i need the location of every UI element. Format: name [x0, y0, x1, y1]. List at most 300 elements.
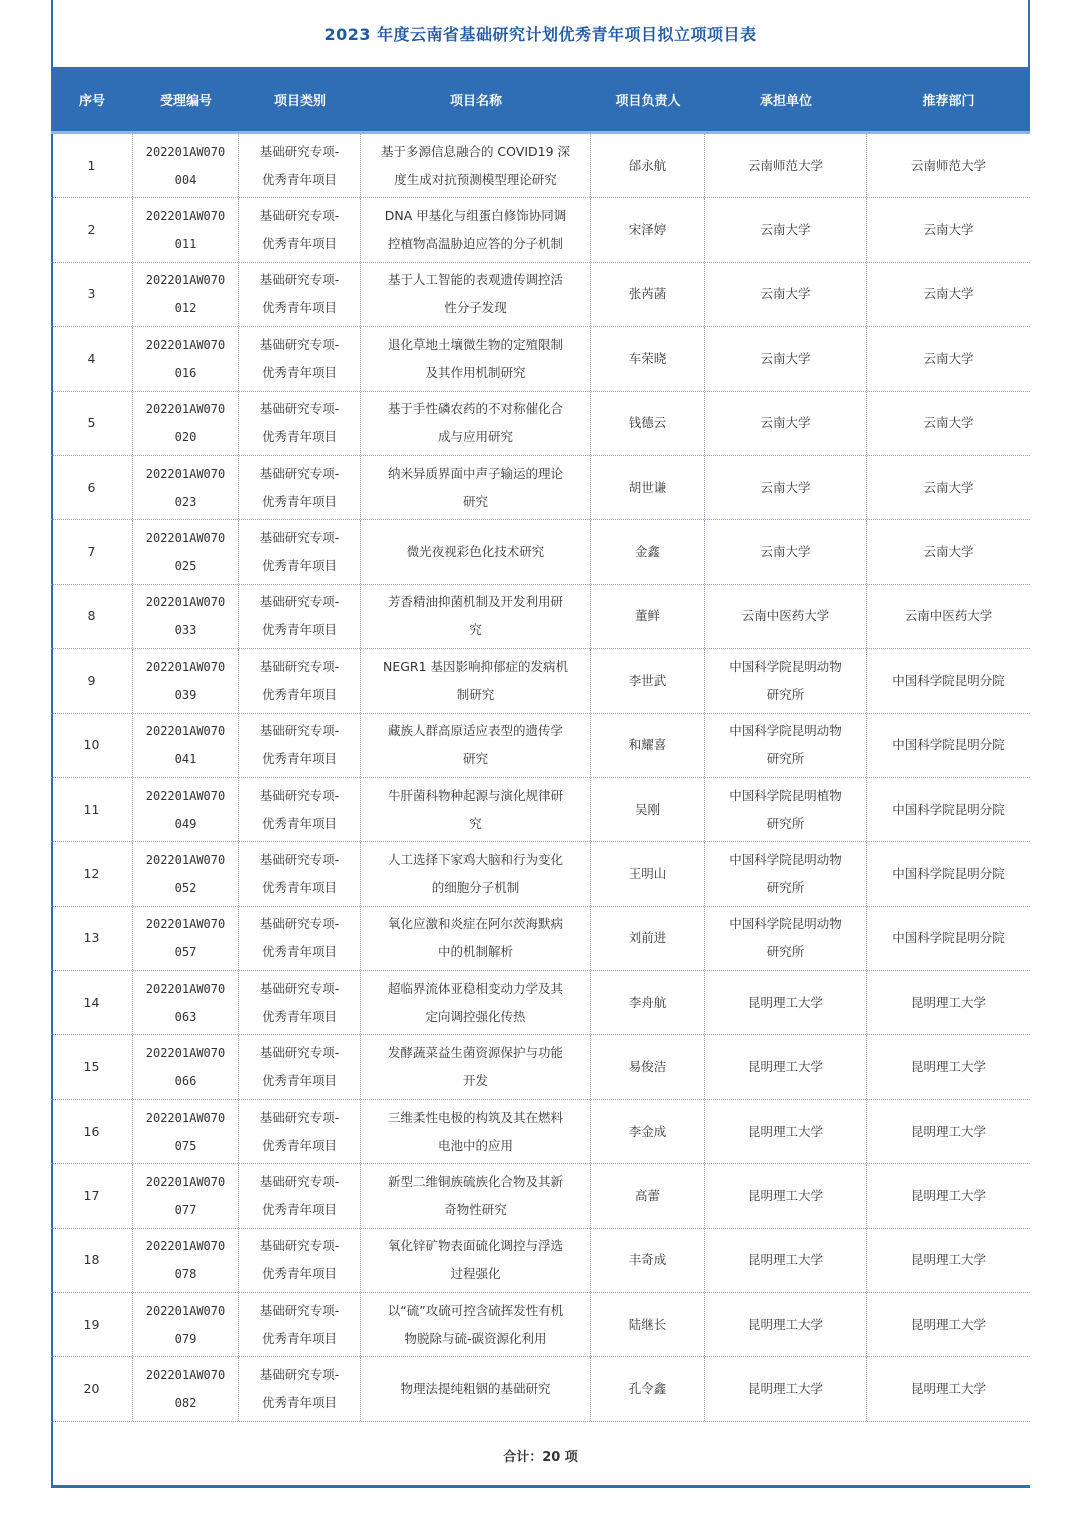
cell-project-name [361, 134, 591, 197]
cell-category-line: 基础研究专项- [259, 1302, 340, 1318]
cell-no [51, 649, 133, 712]
cell-department [867, 392, 1030, 455]
cell-category-line: 优秀青年项目 [261, 1137, 337, 1153]
cell-unit [705, 714, 867, 777]
cell-leader-line: 董鲜 [634, 608, 660, 624]
cell-project-name-line: 基于手性磷农药的不对称催化合 [387, 401, 563, 417]
cell-category [239, 134, 361, 197]
cell-category-line: 基础研究专项- [259, 336, 340, 352]
cell-category-line: 基础研究专项- [259, 594, 340, 610]
cell-leader-line: 胡世谦 [628, 479, 667, 495]
cell-category-line: 基础研究专项- [259, 208, 340, 224]
cell-project-name [361, 778, 591, 841]
header-department: 推荐部门 [922, 93, 975, 109]
cell-project-name [361, 1293, 591, 1356]
cell-project-name-line: 人工选择下家鸡大脑和行为变化 [387, 851, 563, 867]
table-row [51, 649, 1030, 713]
cell-department-line: 昆明理工大学 [910, 1059, 986, 1075]
cell-project-name-line: 藏族人群高原适应表型的遗传学 [387, 723, 563, 739]
cell-unit-line: 中国科学院昆明动物 [729, 851, 842, 867]
cell-leader [591, 1293, 705, 1356]
cell-department-line: 云南大学 [923, 544, 974, 560]
cell-leader-line: 金鑫 [634, 544, 660, 560]
cell-no-line: 15 [83, 1059, 100, 1075]
table-row [51, 714, 1030, 778]
cell-code-line: 049 [174, 816, 197, 831]
cell-code-line: 066 [174, 1074, 197, 1089]
cell-no [51, 134, 133, 197]
cell-code-line: 202201AW070 [145, 917, 226, 932]
cell-unit-line: 昆明理工大学 [747, 1123, 823, 1139]
cell-department [867, 1035, 1030, 1098]
cell-leader-line: 高蕾 [634, 1187, 660, 1203]
cell-code-line: 202201AW070 [145, 1239, 226, 1254]
table-row [51, 392, 1030, 456]
table-row [51, 134, 1030, 198]
cell-project-name-line: 超临界流体亚稳相变动力学及其 [387, 980, 563, 996]
cell-unit-line: 云南大学 [760, 479, 811, 495]
cell-code-line: 202201AW070 [145, 273, 226, 288]
cell-project-name-line: 牛肝菌科物种起源与演化规律研 [387, 787, 563, 803]
table-header [51, 67, 1030, 134]
cell-code [133, 1357, 239, 1420]
cell-project-name-line: 中的机制解析 [437, 944, 513, 960]
cell-category-line: 优秀青年项目 [261, 1073, 337, 1089]
table-row [51, 1035, 1030, 1099]
cell-unit [705, 1357, 867, 1420]
cell-category-line: 基础研究专项- [259, 1173, 340, 1189]
cell-code-line: 011 [174, 237, 197, 252]
cell-project-name [361, 520, 591, 583]
cell-department [867, 842, 1030, 905]
cell-unit [705, 1229, 867, 1292]
cell-project-name-line: 基于人工智能的表观遗传调控活 [387, 272, 563, 288]
cell-code-line: 202201AW070 [145, 402, 226, 417]
cell-no [51, 1100, 133, 1163]
cell-category-line: 基础研究专项- [259, 143, 340, 159]
cell-leader [591, 907, 705, 970]
cell-unit-line: 昆明理工大学 [747, 1381, 823, 1397]
table-body [51, 134, 1030, 1422]
header-leader: 项目负责人 [615, 93, 681, 109]
page-title: 2023 年度云南省基础研究计划优秀青年项目拟立项项目表 [324, 25, 757, 44]
cell-unit [705, 585, 867, 648]
cell-project-name-line: 性分子发现 [444, 300, 507, 316]
cell-no [51, 842, 133, 905]
cell-leader [591, 456, 705, 519]
cell-no-line: 18 [83, 1252, 100, 1268]
cell-unit-line: 研究所 [766, 944, 805, 960]
cell-code-line: 075 [174, 1138, 197, 1153]
cell-leader-line: 丰奇成 [628, 1252, 667, 1268]
cell-unit [705, 1035, 867, 1098]
cell-project-name-line: 以“硫”攻硫可控含硫挥发性有机 [387, 1302, 564, 1318]
cell-department-line: 云南大学 [923, 286, 974, 302]
cell-department-line: 昆明理工大学 [910, 1316, 986, 1332]
cell-code [133, 392, 239, 455]
cell-no [51, 1357, 133, 1420]
cell-project-name [361, 1100, 591, 1163]
cell-project-name-line: 基于多源信息融合的 COVID19 深 [380, 143, 571, 159]
cell-project-name-line: 纳米异质界面中声子输运的理论 [387, 465, 563, 481]
cell-leader-line: 和耀喜 [628, 737, 667, 753]
header-unit: 承担单位 [759, 93, 812, 109]
cell-code-line: 202201AW070 [145, 1110, 226, 1125]
cell-category-line: 基础研究专项- [259, 1367, 340, 1383]
table-row [51, 198, 1030, 262]
cell-category-line: 基础研究专项- [259, 980, 340, 996]
table-row [51, 1357, 1030, 1421]
cell-category-line: 优秀青年项目 [261, 300, 337, 316]
cell-project-name [361, 1035, 591, 1098]
cell-code [133, 778, 239, 841]
cell-code-line: 057 [174, 945, 197, 960]
cell-project-name [361, 1164, 591, 1227]
cell-department [867, 134, 1030, 197]
cell-no-line: 14 [83, 994, 100, 1010]
cell-leader [591, 1229, 705, 1292]
cell-project-name-line: 物理法提纯粗铟的基础研究 [400, 1381, 551, 1397]
cell-project-name [361, 842, 591, 905]
cell-department [867, 971, 1030, 1034]
cell-project-name-line: 三维柔性电极的构筑及其在燃料 [387, 1109, 563, 1125]
cell-project-name [361, 456, 591, 519]
cell-code-line: 077 [174, 1202, 197, 1217]
cell-code-line: 052 [174, 880, 197, 895]
cell-project-name-line: 电池中的应用 [437, 1137, 513, 1153]
cell-category [239, 842, 361, 905]
cell-category [239, 907, 361, 970]
cell-department [867, 649, 1030, 712]
total-count: 合计：20 项 [503, 1449, 578, 1465]
cell-leader [591, 520, 705, 583]
cell-department-line: 云南中医药大学 [904, 608, 993, 624]
cell-department-line: 昆明理工大学 [910, 1123, 986, 1139]
cell-leader [591, 714, 705, 777]
table-row [51, 778, 1030, 842]
cell-department [867, 714, 1030, 777]
cell-code [133, 649, 239, 712]
cell-unit-line: 云南大学 [760, 222, 811, 238]
cell-leader-line: 孔令鑫 [628, 1381, 667, 1397]
cell-code [133, 1100, 239, 1163]
table-row [51, 1100, 1030, 1164]
cell-code [133, 907, 239, 970]
cell-department [867, 1357, 1030, 1420]
cell-category-line: 基础研究专项- [259, 1109, 340, 1125]
cell-no-line: 10 [83, 737, 100, 753]
cell-leader [591, 1100, 705, 1163]
cell-department [867, 198, 1030, 261]
cell-code [133, 971, 239, 1034]
cell-leader [591, 971, 705, 1034]
cell-leader-line: 易俊洁 [628, 1059, 667, 1075]
cell-code-line: 063 [174, 1009, 197, 1024]
cell-code-line: 202201AW070 [145, 209, 226, 224]
cell-category-line: 优秀青年项目 [261, 1395, 337, 1411]
cell-project-name-line: NEGR1 基因影响抑郁症的发病机 [382, 658, 569, 674]
cell-unit-line: 云南大学 [760, 415, 811, 431]
cell-category-line: 基础研究专项- [259, 916, 340, 932]
cell-leader [591, 1357, 705, 1420]
cell-leader-line: 宋泽婷 [628, 222, 667, 238]
cell-no-line: 2 [87, 222, 96, 238]
cell-code [133, 327, 239, 390]
cell-category-line: 优秀青年项目 [261, 1201, 337, 1217]
cell-no-line: 16 [83, 1123, 100, 1139]
cell-leader-line: 钱德云 [628, 415, 667, 431]
cell-code-line: 079 [174, 1331, 197, 1346]
table-row [51, 971, 1030, 1035]
cell-no-line: 1 [87, 157, 96, 173]
cell-category-line: 优秀青年项目 [261, 558, 337, 574]
cell-category-line: 优秀青年项目 [261, 1266, 337, 1282]
cell-no [51, 520, 133, 583]
cell-code-line: 202201AW070 [145, 1174, 226, 1189]
cell-department [867, 456, 1030, 519]
cell-project-name-line: 开发 [462, 1073, 488, 1089]
cell-category-line: 优秀青年项目 [261, 815, 337, 831]
cell-no [51, 1164, 133, 1227]
cell-department-line: 云南师范大学 [910, 157, 986, 173]
cell-department [867, 907, 1030, 970]
cell-code-line: 202201AW070 [145, 466, 226, 481]
cell-code [133, 520, 239, 583]
cell-unit [705, 842, 867, 905]
cell-code-line: 202201AW070 [145, 337, 226, 352]
cell-leader [591, 649, 705, 712]
cell-leader-line: 张芮菡 [628, 286, 667, 302]
cell-code-line: 039 [174, 687, 197, 702]
cell-unit-line: 昆明理工大学 [747, 994, 823, 1010]
cell-project-name [361, 392, 591, 455]
cell-category-line: 基础研究专项- [259, 851, 340, 867]
cell-project-name-line: 度生成对抗预测模型理论研究 [394, 171, 557, 187]
table-row [51, 907, 1030, 971]
cell-leader [591, 1035, 705, 1098]
cell-category-line: 基础研究专项- [259, 1238, 340, 1254]
cell-unit-line: 昆明理工大学 [747, 1252, 823, 1268]
cell-category [239, 520, 361, 583]
cell-category-line: 基础研究专项- [259, 787, 340, 803]
cell-category-line: 优秀青年项目 [261, 1330, 337, 1346]
cell-department [867, 1100, 1030, 1163]
cell-category [239, 392, 361, 455]
cell-project-name-line: 新型二维铜族硫族化合物及其新 [387, 1173, 563, 1189]
cell-category-line: 基础研究专项- [259, 1045, 340, 1061]
cell-category [239, 1100, 361, 1163]
cell-department [867, 1229, 1030, 1292]
table-row [51, 1164, 1030, 1228]
cell-unit-line: 昆明理工大学 [747, 1187, 823, 1203]
cell-category-line: 基础研究专项- [259, 723, 340, 739]
cell-leader [591, 778, 705, 841]
cell-leader-line: 王明山 [628, 865, 667, 881]
cell-leader [591, 585, 705, 648]
cell-no [51, 392, 133, 455]
cell-project-name-line: 过程强化 [450, 1266, 501, 1282]
cell-unit [705, 907, 867, 970]
cell-no-line: 6 [87, 479, 96, 495]
cell-code-line: 202201AW070 [145, 1046, 226, 1061]
cell-unit [705, 392, 867, 455]
cell-no [51, 263, 133, 326]
cell-no-line: 20 [83, 1381, 100, 1397]
cell-department-line: 昆明理工大学 [910, 994, 986, 1010]
cell-category-line: 优秀青年项目 [261, 944, 337, 960]
cell-department [867, 1293, 1030, 1356]
cell-department-line: 昆明理工大学 [910, 1252, 986, 1268]
cell-code-line: 202201AW070 [145, 852, 226, 867]
cell-leader [591, 842, 705, 905]
cell-category [239, 198, 361, 261]
cell-category [239, 971, 361, 1034]
cell-code [133, 456, 239, 519]
cell-unit [705, 1100, 867, 1163]
cell-no [51, 714, 133, 777]
cell-department-line: 中国科学院昆明分院 [892, 865, 1005, 881]
header-code: 受理编号 [159, 93, 212, 109]
cell-leader [591, 327, 705, 390]
cell-leader-line: 陆继长 [628, 1316, 667, 1332]
cell-code [133, 1164, 239, 1227]
cell-code [133, 1035, 239, 1098]
cell-no [51, 198, 133, 261]
cell-category-line: 基础研究专项- [259, 658, 340, 674]
cell-project-name-line: 奇物性研究 [444, 1201, 507, 1217]
cell-project-name-line: 芳香精油抑菌机制及开发利用研 [387, 594, 563, 610]
cell-code [133, 714, 239, 777]
cell-project-name [361, 263, 591, 326]
cell-category [239, 1357, 361, 1420]
cell-code-line: 020 [174, 430, 197, 445]
cell-unit [705, 971, 867, 1034]
cell-project-name [361, 971, 591, 1034]
cell-code-line: 202201AW070 [145, 595, 226, 610]
cell-no-line: 8 [87, 608, 96, 624]
table-row [51, 263, 1030, 327]
cell-leader-line: 车荣晓 [628, 350, 667, 366]
cell-unit-line: 中国科学院昆明植物 [729, 787, 842, 803]
table-row [51, 842, 1030, 906]
cell-project-name-line: 成与应用研究 [437, 429, 513, 445]
cell-project-name-line: 及其作用机制研究 [425, 364, 526, 380]
cell-project-name-line: 定向调控强化传热 [425, 1008, 526, 1024]
cell-project-name-line: 究 [469, 815, 482, 831]
cell-unit [705, 327, 867, 390]
cell-code [133, 263, 239, 326]
cell-code-line: 202201AW070 [145, 144, 226, 159]
cell-no-line: 11 [83, 801, 100, 817]
cell-code-line: 082 [174, 1396, 197, 1411]
cell-category-line: 优秀青年项目 [261, 171, 337, 187]
cell-code-line: 023 [174, 494, 197, 509]
cell-code [133, 842, 239, 905]
cell-code-line: 016 [174, 365, 197, 380]
cell-unit [705, 1293, 867, 1356]
cell-unit [705, 263, 867, 326]
cell-unit [705, 1164, 867, 1227]
cell-unit-line: 中国科学院昆明动物 [729, 916, 842, 932]
header-no: 序号 [78, 93, 105, 109]
cell-project-name-line: 控植物高温胁迫应答的分子机制 [387, 236, 563, 252]
cell-category-line: 基础研究专项- [259, 530, 340, 546]
cell-leader-line: 邰永航 [628, 157, 667, 173]
cell-department-line: 云南大学 [923, 350, 974, 366]
cell-code-line: 202201AW070 [145, 1303, 226, 1318]
cell-department [867, 778, 1030, 841]
cell-code-line: 202201AW070 [145, 981, 226, 996]
cell-department-line: 云南大学 [923, 479, 974, 495]
cell-category-line: 优秀青年项目 [261, 493, 337, 509]
cell-unit-line: 研究所 [766, 815, 805, 831]
cell-unit-line: 昆明理工大学 [747, 1316, 823, 1332]
cell-code-line: 202201AW070 [145, 724, 226, 739]
cell-category [239, 1164, 361, 1227]
cell-category-line: 优秀青年项目 [261, 364, 337, 380]
cell-project-name [361, 198, 591, 261]
cell-department-line: 中国科学院昆明分院 [892, 801, 1005, 817]
table-row [51, 327, 1030, 391]
cell-leader [591, 1164, 705, 1227]
cell-leader [591, 392, 705, 455]
cell-no [51, 456, 133, 519]
cell-department-line: 中国科学院昆明分院 [892, 737, 1005, 753]
cell-project-name [361, 907, 591, 970]
cell-department [867, 520, 1030, 583]
cell-project-name [361, 1229, 591, 1292]
cell-category [239, 585, 361, 648]
cell-department [867, 585, 1030, 648]
cell-no-line: 13 [83, 930, 100, 946]
cell-project-name-line: 究 [469, 622, 482, 638]
cell-project-name-line: 氧化锌矿物表面硫化调控与浮选 [387, 1238, 563, 1254]
cell-project-name-line: 氧化应激和炎症在阿尔茨海默病 [387, 916, 563, 932]
cell-category [239, 1293, 361, 1356]
cell-code [133, 1293, 239, 1356]
cell-leader-line: 李金成 [628, 1123, 667, 1139]
cell-department [867, 263, 1030, 326]
cell-project-name-line: 制研究 [456, 686, 495, 702]
cell-unit-line: 研究所 [766, 879, 805, 895]
cell-department-line: 昆明理工大学 [910, 1381, 986, 1397]
cell-no-line: 9 [87, 672, 96, 688]
cell-unit [705, 649, 867, 712]
cell-leader-line: 李世武 [628, 672, 667, 688]
cell-unit [705, 520, 867, 583]
cell-project-name-line: 物脱除与硫-碳资源化利用 [404, 1330, 547, 1346]
cell-project-name-line: 退化草地土壤微生物的定殖限制 [387, 336, 563, 352]
cell-department-line: 云南大学 [923, 415, 974, 431]
cell-no [51, 585, 133, 648]
cell-project-name-line: DNA 甲基化与组蛋白修饰协同调 [384, 208, 567, 224]
cell-category-line: 优秀青年项目 [261, 686, 337, 702]
cell-no-line: 5 [87, 415, 96, 431]
cell-category [239, 649, 361, 712]
cell-leader-line: 刘前进 [628, 930, 667, 946]
cell-project-name-line: 的细胞分子机制 [431, 879, 520, 895]
cell-category-line: 基础研究专项- [259, 401, 340, 417]
cell-no-line: 4 [87, 350, 96, 366]
cell-no-line: 3 [87, 286, 96, 302]
cell-category-line: 优秀青年项目 [261, 236, 337, 252]
cell-unit-line: 中国科学院昆明动物 [729, 658, 842, 674]
cell-unit-line: 云南中医药大学 [741, 608, 830, 624]
cell-category-line: 优秀青年项目 [261, 622, 337, 638]
cell-category-line: 优秀青年项目 [261, 1008, 337, 1024]
cell-department-line: 中国科学院昆明分院 [892, 672, 1005, 688]
cell-unit-line: 研究所 [766, 751, 805, 767]
